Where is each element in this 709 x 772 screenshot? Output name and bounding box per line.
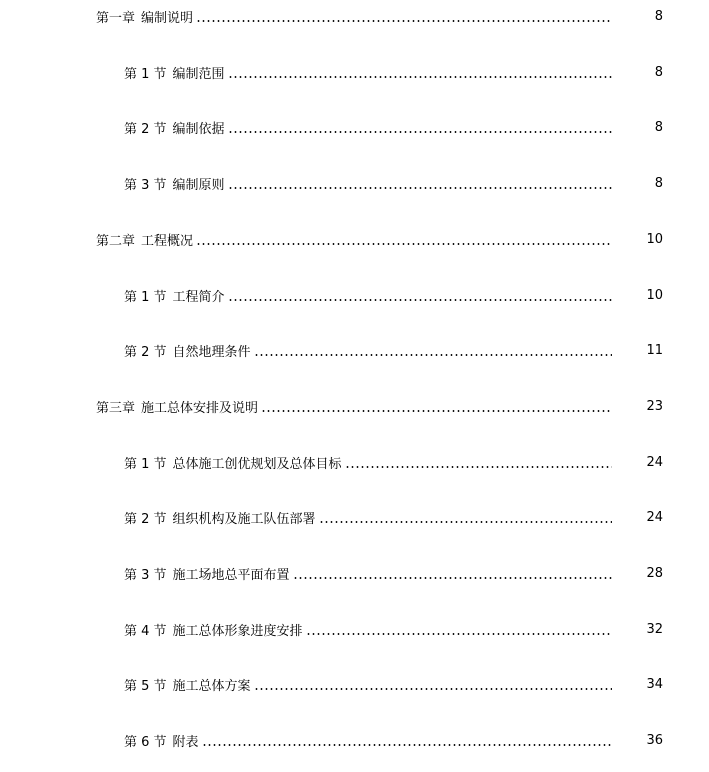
toc-entry-number: 第 2 节 xyxy=(124,511,167,527)
toc-dot-leader xyxy=(196,6,612,26)
toc-entry-number: 第 1 节 xyxy=(124,289,167,305)
toc-entry-title: 总体施工创优规划及总体目标 xyxy=(172,456,342,472)
toc-entry-number: 第 4 节 xyxy=(124,623,167,639)
toc-entry-number: 第三章 xyxy=(96,400,136,416)
toc-entry-number: 第 2 节 xyxy=(124,344,167,360)
toc-page-number: 8 xyxy=(654,8,663,24)
toc-section-entry[interactable] xyxy=(0,674,709,694)
toc-page-number: 11 xyxy=(646,342,663,358)
toc-entry-title: 自然地理条件 xyxy=(172,344,251,360)
toc-dot-leader xyxy=(345,452,612,472)
toc-section-entry[interactable] xyxy=(0,563,709,583)
toc-entry-number: 第 3 节 xyxy=(124,567,167,583)
toc-entry-number: 第一章 xyxy=(96,10,136,26)
toc-dot-leader xyxy=(261,396,612,416)
toc-dot-leader xyxy=(228,173,612,193)
toc-page-number: 24 xyxy=(646,509,663,525)
toc-page-number: 28 xyxy=(646,565,663,581)
toc-section-entry[interactable] xyxy=(0,173,709,193)
toc-entry-title: 编制原则 xyxy=(172,177,225,193)
toc-dot-leader xyxy=(319,507,612,527)
toc-dot-leader xyxy=(254,674,612,694)
toc-page-number: 10 xyxy=(646,287,663,303)
toc-entry-title: 施工总体形象进度安排 xyxy=(172,623,303,639)
toc-entry-title: 附表 xyxy=(172,734,199,750)
toc-page-number: 34 xyxy=(646,676,663,692)
toc-entry-number: 第 1 节 xyxy=(124,66,167,82)
toc-dot-leader xyxy=(196,229,612,249)
toc-dot-leader xyxy=(306,619,612,639)
toc-page-number: 32 xyxy=(646,621,663,637)
toc-entry-title: 工程简介 xyxy=(172,289,225,305)
toc-chapter-entry[interactable] xyxy=(0,6,709,26)
toc-page-number: 10 xyxy=(646,231,663,247)
toc-page-number: 8 xyxy=(654,64,663,80)
toc-section-entry[interactable] xyxy=(0,117,709,137)
toc-entry-title: 施工总体安排及说明 xyxy=(141,400,259,416)
toc-page-number: 24 xyxy=(646,454,663,470)
toc-dot-leader xyxy=(228,62,612,82)
toc-entry-number: 第 6 节 xyxy=(124,734,167,750)
toc-entry-title: 编制说明 xyxy=(141,10,194,26)
toc-entry-title: 施工场地总平面布置 xyxy=(172,567,290,583)
toc-dot-leader xyxy=(228,285,612,305)
toc-entry-number: 第 1 节 xyxy=(124,456,167,472)
toc-entry-title: 工程概况 xyxy=(141,233,194,249)
toc-entry-number: 第二章 xyxy=(96,233,136,249)
toc-dot-leader xyxy=(202,730,612,750)
toc-entry-title: 组织机构及施工队伍部署 xyxy=(172,511,316,527)
toc-section-entry[interactable] xyxy=(0,285,709,305)
toc-dot-leader xyxy=(228,117,612,137)
toc-section-entry[interactable] xyxy=(0,507,709,527)
toc-page-number: 36 xyxy=(646,732,663,748)
toc-section-entry[interactable] xyxy=(0,340,709,360)
toc-section-entry[interactable] xyxy=(0,619,709,639)
toc-dot-leader xyxy=(293,563,612,583)
toc-entry-number: 第 5 节 xyxy=(124,678,167,694)
toc-section-entry[interactable] xyxy=(0,62,709,82)
toc-entry-number: 第 2 节 xyxy=(124,121,167,137)
toc-page-number: 8 xyxy=(654,175,663,191)
toc-entry-title: 编制范围 xyxy=(172,66,225,82)
toc-entry-title: 编制依据 xyxy=(172,121,225,137)
toc-page-number: 8 xyxy=(654,119,663,135)
toc-page-number: 23 xyxy=(646,398,663,414)
toc-dot-leader xyxy=(254,340,612,360)
toc-entry-number: 第 3 节 xyxy=(124,177,167,193)
toc-chapter-entry[interactable] xyxy=(0,396,709,416)
toc-entry-title: 施工总体方案 xyxy=(172,678,251,694)
toc-section-entry[interactable] xyxy=(0,730,709,750)
toc-chapter-entry[interactable] xyxy=(0,229,709,249)
toc-section-entry[interactable] xyxy=(0,452,709,472)
